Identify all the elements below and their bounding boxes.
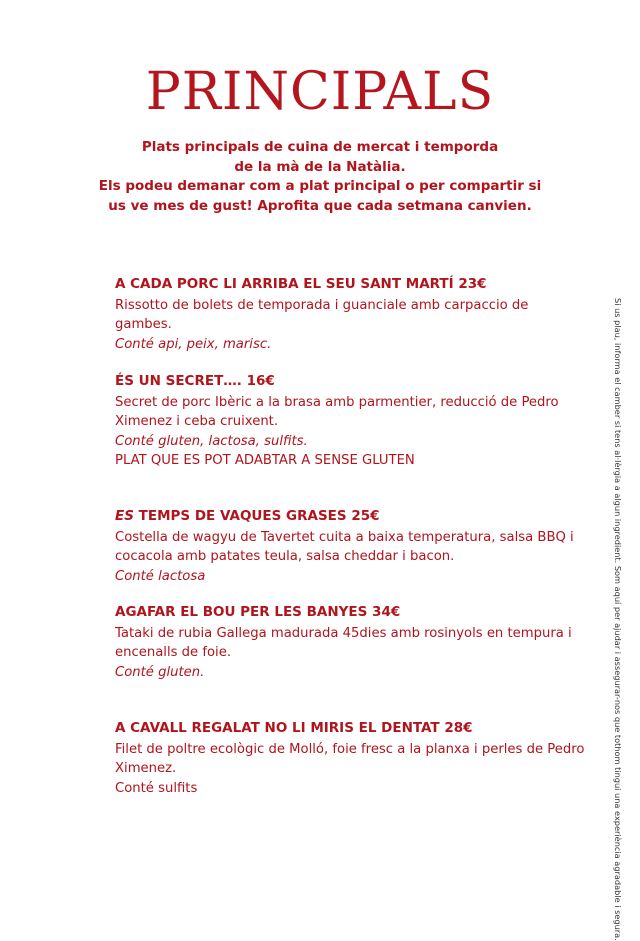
intro-text [80, 138, 560, 216]
dish-title-emphasis: ES [115, 508, 134, 524]
dish-title: A CADA PORC LI ARRIBA EL SEU SANT MARTÍ 23€ [115, 276, 487, 292]
dish-allergens: Conté gluten, lactosa, sulfits. [115, 433, 308, 449]
intro-line-1: Plats principals de cuina de mercat i temporda [141, 139, 499, 155]
intro-line-4: us ve mes de gust! Aprofita que cada setmana canvien. [108, 197, 532, 214]
dish-item [115, 507, 585, 586]
dish-description: Costella de wagyu de Tavertet cuita a baixa temperatura, salsa BBQ i cocacola amb patates teula, salsa cheddar i bacon. [115, 529, 574, 564]
dish-description: Secret de porc Ibèric a la brasa amb parmentier, reducció de Pedro Ximenez i ceba cruixent. [115, 394, 559, 429]
dish-description: Tataki de rubia Gallega madurada 45dies amb rosinyols en tempura i encenalls de foie. [115, 625, 572, 660]
intro-line-3: Els podeu demanar com a plat principal o per compartir si [98, 178, 542, 194]
dish-allergens: Conté sulfits [115, 780, 198, 796]
dish-item [115, 372, 585, 471]
dish-allergens: Conté gluten. [115, 664, 205, 680]
dish-description: Filet de poltre ecològic de Molló, foie fresc a la planxa i perles de Pedro Ximenez. [115, 741, 585, 776]
dish-title [115, 507, 585, 527]
dish-item [115, 603, 585, 682]
dish-allergens: Conté lactosa [115, 568, 206, 584]
dish-title: AGAFAR EL BOU PER LES BANYES 34€ [115, 604, 401, 620]
allergy-side-note-text: Si us plau, informa el camber si tens al·lèrgia a algun ingredient. Som aquí per ajudar i assegurar-nos que tothom tingui una experiència agradable i segura. [613, 298, 623, 941]
dish-title: ÉS UN SECRET…. 16€ [115, 373, 275, 389]
dish-title: A CAVALL REGALAT NO LI MIRIS EL DENTAT 28€ [115, 720, 473, 736]
page-title: PRINCIPALS [145, 62, 495, 122]
dish-allergens: Conté api, peix, marisc. [115, 336, 272, 352]
dish-item [115, 275, 585, 354]
intro-line-2: de la mà de la Natàlia. [234, 158, 406, 175]
dish-item [115, 719, 585, 798]
dish-note: PLAT QUE ES POT ADABTAR A SENSE GLUTEN [115, 453, 415, 468]
allergy-side-note [613, 298, 631, 941]
dish-title-rest: TEMPS DE VAQUES GRASES 25€ [133, 508, 380, 524]
dish-description: Rissotto de bolets de temporada i guanciale amb carpaccio de gambes. [115, 297, 529, 332]
